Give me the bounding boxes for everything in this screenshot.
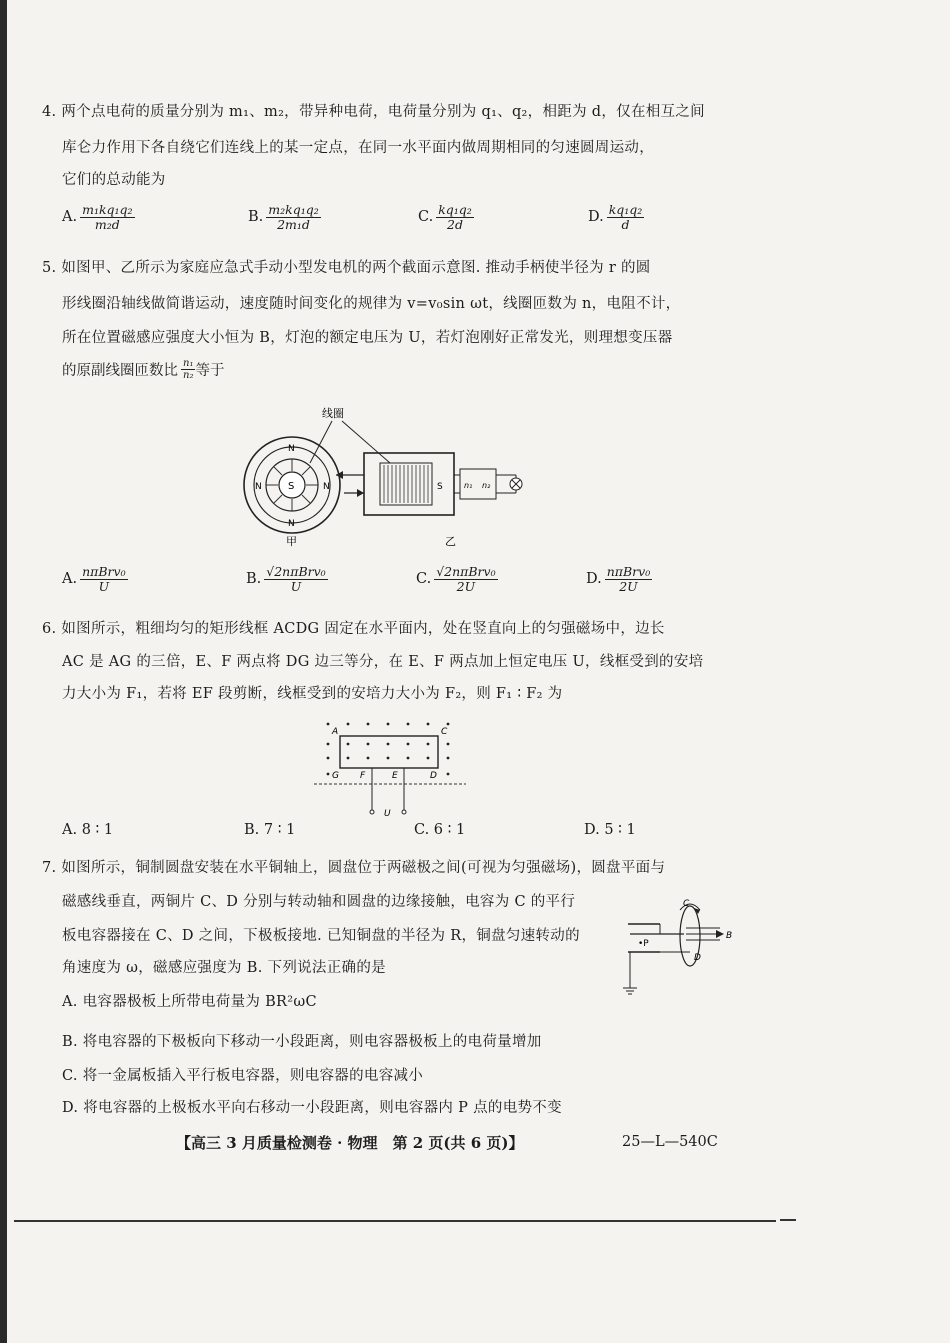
bottom-rule-segment: [780, 1219, 796, 1221]
label-f: F: [360, 771, 366, 781]
numerator: m₂kq₁q₂: [268, 202, 319, 217]
option-label: A.: [62, 571, 78, 588]
label-e: E: [392, 771, 398, 781]
label-b: B: [726, 931, 733, 941]
fraction: [607, 203, 645, 232]
label-yi: 乙: [445, 535, 456, 548]
q7-line-3: 板电容器接在 C、D 之间，下极板接地. 已知铜盘的半径为 R，铜盘匀速转动的: [62, 928, 580, 944]
q6-option-b[interactable]: B. 7 ∶ 1: [244, 822, 296, 838]
fraction: [264, 565, 327, 594]
coil-windings: [384, 465, 428, 503]
option-label: D.: [588, 209, 604, 226]
q5-ratio-suffix: 等于: [195, 363, 225, 379]
label-u: U: [384, 809, 391, 819]
option-label: B.: [246, 571, 262, 588]
option-label: C.: [416, 571, 432, 588]
generator-figure: [240, 405, 540, 555]
denominator: 2m₁d: [277, 216, 310, 232]
bottom-rule: [14, 1220, 776, 1222]
numerator: n₁: [183, 358, 194, 369]
numerator: m₁kq₁q₂: [82, 202, 133, 217]
q4-line-3: 它们的总动能为: [62, 172, 166, 188]
field-lines: [686, 928, 720, 940]
label-a: A: [332, 727, 339, 737]
q5-line-4: [62, 358, 224, 381]
label-d: D: [430, 771, 437, 781]
pole-n-top: N: [288, 444, 295, 454]
denominator: m₂d: [94, 216, 120, 232]
q7-option-c[interactable]: C. 将一金属板插入平行板电容器，则电容器的电容减小: [62, 1068, 424, 1084]
denominator: 2U: [619, 578, 638, 594]
numerator: nπBrv₀: [606, 564, 651, 579]
option-label: C.: [418, 209, 434, 226]
label-jia: 甲: [286, 535, 297, 548]
q6-line-2: AC 是 AG 的三倍，E、F 两点将 DG 边三等分，在 E、F 两点加上恒定电压 U，线框受到的安培: [62, 654, 704, 670]
q4-option-b[interactable]: [248, 203, 321, 232]
q7-option-d[interactable]: D. 将电容器的上极板水平向右移动一小段距离，则电容器内 P 点的电势不变: [62, 1100, 562, 1116]
label-c: C: [441, 727, 448, 737]
q6-line-3: 力大小为 F₁，若将 EF 段剪断，线框受到的安培力大小为 F₂，则 F₁ ∶ F₂ 为: [62, 686, 563, 702]
q5-line-1: 5. 如图甲、乙所示为家庭应急式手动小型发电机的两个截面示意图. 推动手柄使半径为 r 的圆: [42, 260, 651, 276]
q4-line-1: 4. 两个点电荷的质量分别为 m₁、m₂，带异种电荷，电荷量分别为 q₁、q₂，相距为 d，仅在相互之间: [42, 104, 705, 120]
q4-option-a[interactable]: [62, 203, 135, 232]
point-p: •P: [638, 939, 649, 949]
denominator: U: [98, 578, 110, 594]
pole-s-label: S: [288, 481, 295, 492]
q5-option-d[interactable]: [586, 565, 652, 594]
label-c: C: [683, 899, 690, 909]
q7-line-2: 磁感线垂直，两铜片 C、D 分别与转动轴和圆盘的边缘接触，电容为 C 的平行: [62, 894, 576, 910]
fraction: [266, 203, 320, 232]
q4-option-d[interactable]: [588, 203, 644, 232]
fraction: [80, 203, 134, 232]
paper-code: 25—L—540C: [622, 1134, 718, 1150]
frame-acdg: [340, 736, 438, 768]
pole-n-left: N: [255, 482, 262, 492]
q5-line-3: 所在位置磁感应强度大小恒为 B，灯泡的额定电压为 U，若灯泡刚好正常发光，则理想变压器: [62, 330, 673, 346]
q6-option-c[interactable]: C. 6 ∶ 1: [414, 822, 466, 838]
pole-s-side: S: [437, 482, 443, 492]
fraction: [605, 565, 653, 594]
n1-label: n₁: [464, 481, 473, 490]
terminal: [402, 810, 406, 814]
arrow-right-head: [357, 489, 364, 497]
coil-label: 线圈: [322, 407, 344, 420]
q4-line-2: 库仑力作用下各自绕它们连线上的某一定点，在同一水平面内做周期相同的匀速圆周运动，: [62, 140, 654, 156]
q5-option-b[interactable]: [246, 565, 328, 594]
numerator: √2nπBrv₀: [436, 564, 496, 579]
frame-figure: [310, 716, 470, 820]
q7-line-4: 角速度为 ω，磁感应强度为 B. 下列说法正确的是: [62, 960, 386, 976]
q6-line-1: 6. 如图所示，粗细均匀的矩形线框 ACDG 固定在水平面内，处在竖直向上的匀强磁场中，边长: [42, 621, 665, 637]
page-footer-title: 【高三 3 月质量检测卷 · 物理 第 2 页(共 6 页)】: [176, 1134, 524, 1152]
q6-option-a[interactable]: A. 8 ∶ 1: [62, 822, 114, 838]
q6-option-d[interactable]: D. 5 ∶ 1: [584, 822, 636, 838]
coil-pointer-2: [342, 421, 390, 463]
q7-line-1: 7. 如图所示，铜制圆盘安装在水平铜轴上，圆盘位于两磁极之间(可视为匀强磁场)，圆盘平面与: [42, 860, 666, 876]
numerator: kq₁q₂: [608, 202, 643, 217]
denominator: d: [621, 216, 630, 232]
q5-option-a[interactable]: [62, 565, 128, 594]
n2-label: n₂: [482, 481, 491, 490]
terminal: [370, 810, 374, 814]
q4-option-c[interactable]: [418, 203, 474, 232]
label-g: G: [332, 771, 339, 781]
fraction: [80, 565, 128, 594]
q7-option-a[interactable]: A. 电容器极板上所带电荷量为 BR²ωC: [62, 994, 317, 1010]
option-label: A.: [62, 209, 78, 226]
field-arrowhead: [716, 930, 724, 938]
q5-line-2: 形线圈沿轴线做简谐运动，速度随时间变化的规律为 v=v₀sin ωt，线圈匝数为 n，电阻不计，: [62, 296, 681, 312]
numerator: kq₁q₂: [438, 202, 472, 217]
denominator: 2U: [456, 578, 476, 594]
pole-n-bottom: N: [288, 519, 295, 529]
option-label: B.: [248, 209, 264, 226]
numerator: √2nπBrv₀: [266, 564, 326, 579]
option-label: D.: [586, 571, 602, 588]
q7-option-b[interactable]: B. 将电容器的下极板向下移动一小段距离，则电容器极板上的电荷量增加: [62, 1034, 542, 1050]
fraction: [434, 565, 497, 594]
label-d: D: [694, 953, 701, 963]
denominator: n₂: [183, 370, 194, 381]
denominator: U: [290, 578, 302, 594]
turns-ratio: [181, 358, 195, 381]
fraction: [436, 203, 474, 232]
disk-figure: [620, 888, 740, 998]
pole-n-right: N: [323, 482, 330, 492]
numerator: nπBrv₀: [82, 564, 126, 579]
denominator: 2d: [447, 216, 463, 232]
q5-line-4-text: 的原副线圈匝数比: [62, 363, 178, 379]
q5-option-c[interactable]: [416, 565, 498, 594]
